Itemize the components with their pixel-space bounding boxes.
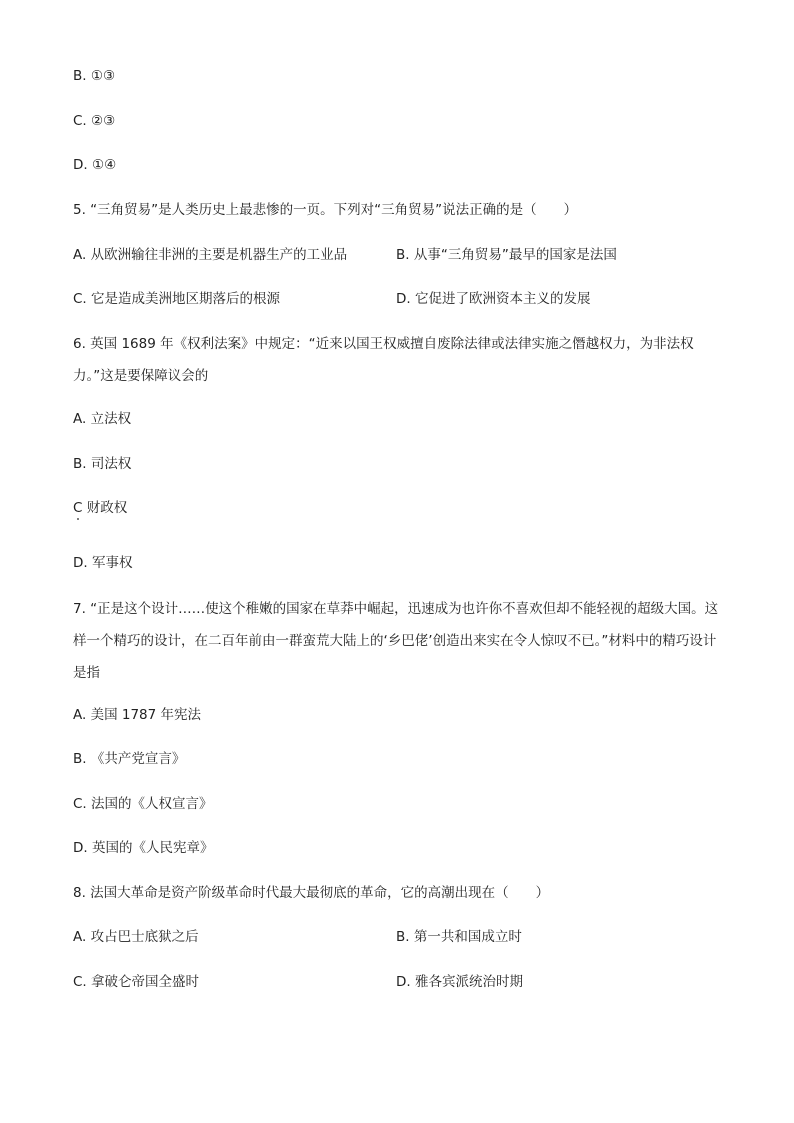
q5-option-c: C. 它是造成美洲地区期落后的根源 — [73, 291, 281, 307]
q8-option-c: C. 拿破仑帝国全盛时 — [73, 974, 200, 990]
q7-option-d: D. 英国的《人民宪章》 — [73, 840, 214, 856]
stray-dot — [77, 518, 79, 520]
q4-option-b: B. ①③ — [73, 68, 116, 84]
q4-option-d: D. ①④ — [73, 157, 117, 173]
q8-option-d: D. 雅各宾派统治时期 — [396, 974, 523, 990]
q5-option-b: B. 从事“三角贸易”最早的国家是法国 — [396, 247, 617, 263]
q6-stem: 6. 英国 1689 年《权利法案》中规定：“近来以国王权威擅自废除法律或法律实施之僭越权力，为非法权力。”这是要保障议会的 — [73, 336, 694, 384]
q4-option-c: C. ②③ — [73, 113, 116, 129]
q8-option-a: A. 攻占巴士底狱之后 — [73, 929, 199, 945]
q5-option-a: A. 从欧洲输往非洲的主要是机器生产的工业品 — [73, 247, 348, 263]
q7-stem: 7. “正是这个设计……使这个稚嫩的国家在草莽中崛起，迅速成为也许你不喜欢但却不能轻视的超级大国。这样一个精巧的设计，在二百年前由一群蛮荒大陆上的‘乡巴佬’创造出来实在令人惊叹不已。”材料中的精巧设计是指 — [73, 601, 719, 681]
q5-stem: 5. “三角贸易”是人类历史上最悲惨的一页。下列对“三角贸易”说法正确的是（ ） — [73, 202, 578, 218]
q8-option-b: B. 第一共和国成立时 — [396, 929, 522, 945]
q5-option-d: D. 它促进了欧洲资本主义的发展 — [396, 291, 591, 307]
q6-option-d: D. 军事权 — [73, 555, 133, 571]
q7-option-b: B. 《共产党宣言》 — [73, 751, 186, 767]
q8-stem: 8. 法国大革命是资产阶级革命时代最大最彻底的革命，它的高潮出现在（ ） — [73, 885, 550, 901]
q6-option-b: B. 司法权 — [73, 456, 132, 472]
q6-option-a: A. 立法权 — [73, 411, 132, 427]
q7-option-a: A. 美国 1787 年宪法 — [73, 707, 202, 723]
q6-option-c: C 财政权 — [73, 500, 128, 516]
q7-option-c: C. 法国的《人权宣言》 — [73, 796, 213, 812]
